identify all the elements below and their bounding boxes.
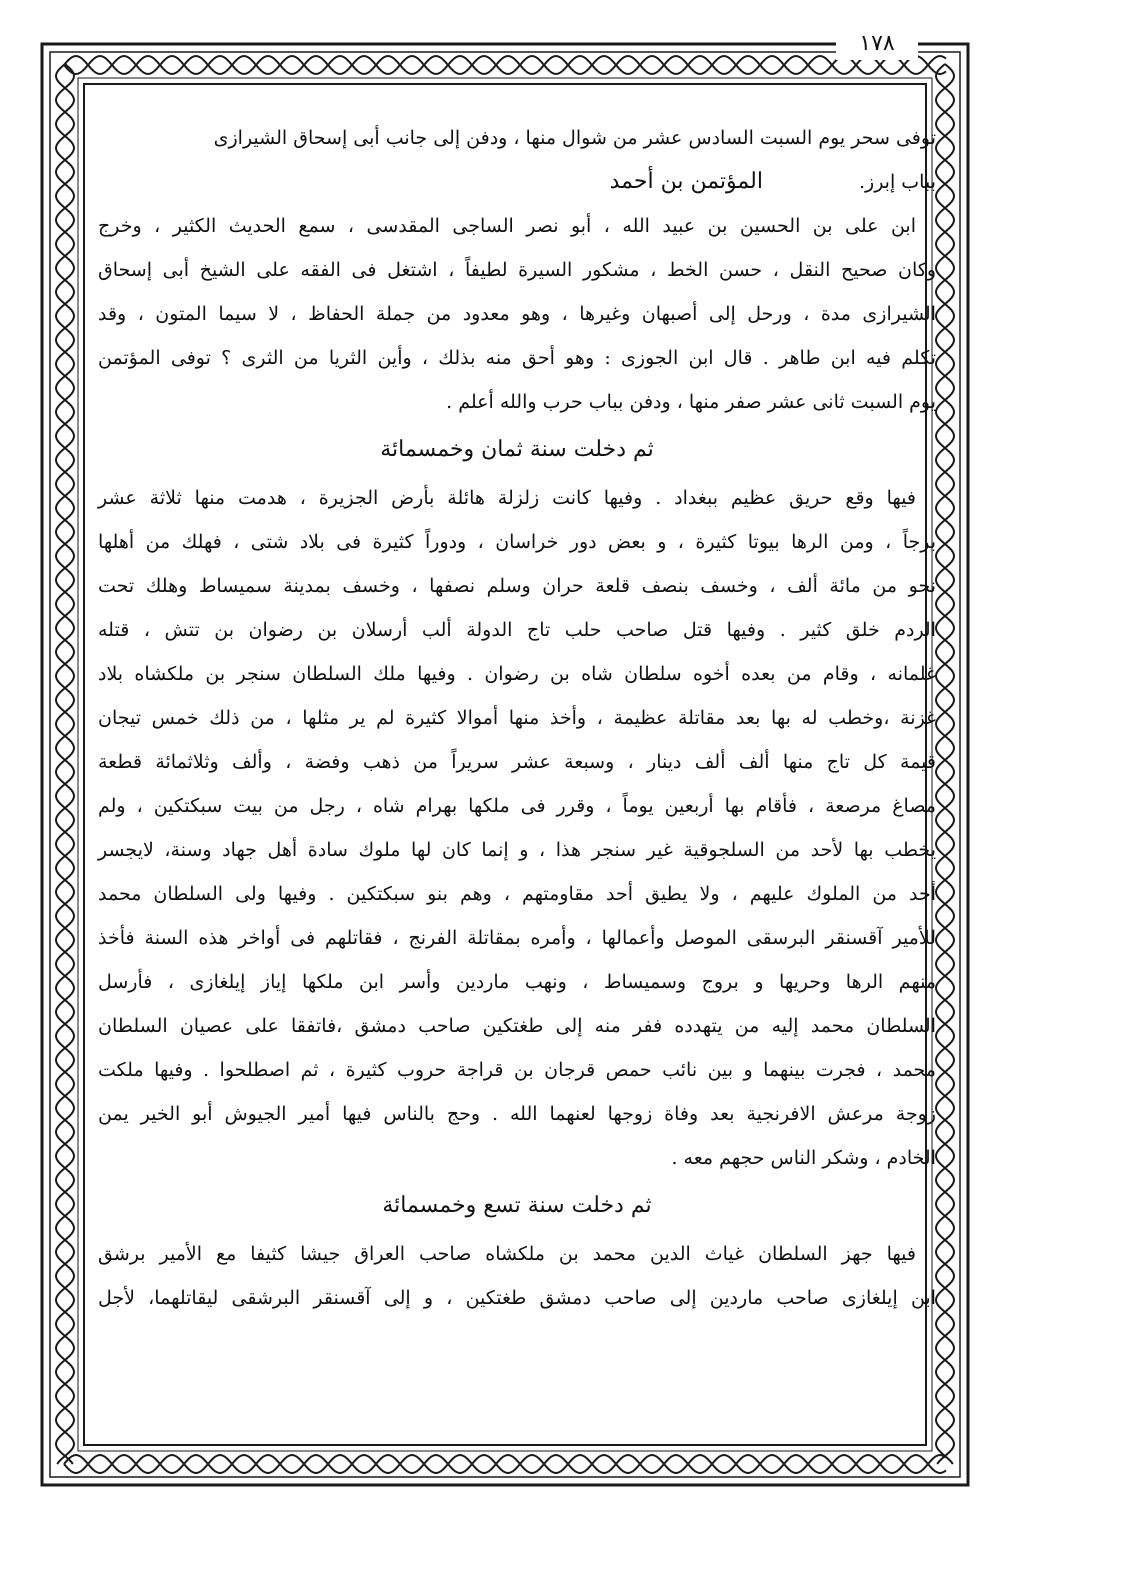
text-line: غزنة ،وخطب له بها بعد مقاتلة عظيمة ، وأخذ منها أموالا كثيرة لم ير مثلها ، من ذلك خمس تيجان [98,707,936,729]
text-line: يخطب بها لأحد من السلجوقية غير سنجر هذا ، و إنما كان لها ملوك سادة أهل جهاد وسنة، لايجسر [98,839,936,861]
text-line: فيها وقع حريق عظيم ببغداد . وفيها كانت زلزلة هائلة بأرض الجزيرة ، هدمت منها ثلاثة عشر [98,487,916,509]
section-heading-year-509: ثم دخلت سنة تسع وخمسمائة [382,1193,652,1218]
text-line: يوم السبت ثانى عشر صفر منها ، ودفن بباب حرب والله أعلم . [446,391,936,413]
text-line: مصاغ مرصعة ، فأقام بها أربعين يوماً ، وقرر فى ملكها بهرام شاه ، رجل من بيت سبكتكين ، ولم [98,795,936,817]
text-line: برجاً ، ومن الرها بيوتا كثيرة ، و بعض دور خراسان ، ودوراً كثيرة فى بلاد شتى ، فهلك من أهلها [98,531,936,553]
biography-heading: المؤتمن بن أحمد [609,169,763,194]
text-line: الردم خلق كثير . وفيها قتل صاحب حلب تاج الدولة ألب أرسلان بن رضوان بن تتش ، قتله [98,619,936,641]
text-line: الخادم ، وشكر الناس حجهم معه . [671,1147,936,1169]
text-line: منهم الرها وحريها و بروج وسميساط ، ونهب ماردين وأسر ابن ملكها إياز إيلغازى ، فأرسل [98,971,936,993]
text-line: نحو من مائة ألف ، وخسف بنصف قلعة حران وسلم نصفها ، وخسف بمدينة سميساط وهلك تحت [98,575,936,597]
text-line: قيمة كل تاج منها ألف ألف دينار ، وسبعة عشر سريراً من ذهب وفضة ، وألف وثلاثمائة قطعة [98,751,936,773]
text-line: للأمير آقسنقر البرسقى الموصل وأعمالها ، وأمره بمقاتلة الفرنج ، فقاتلهم فى أواخر هذه السنة فأخذ [98,927,936,949]
text-line: وكان صحيح النقل ، حسن الخط ، مشكور السيرة لطيفاً ، اشتغل فى الفقه على الشيخ أبى إسحاق [98,259,936,281]
text-line: ابن إيلغازى صاحب ماردين إلى صاحب دمشق طغتكين ، و إلى آقسنقر البرشقى ليقاتلهما، لأجل [98,1287,936,1309]
text-line: توفى سحر يوم السبت السادس عشر من شوال منها ، ودفن إلى جانب أبى إسحاق الشيرازى [213,127,936,149]
page-number: ١٧٨ [836,28,918,60]
text-line: غلمانه ، وقام من بعده أخوه سلطان شاه بن رضوان . وفيها ملك السلطان سنجر بن ملكشاه بلاد [98,663,936,685]
text-line: زوجة مرعش الافرنجية بعد وفاة زوجها لعنهما الله . وحج بالناس فيها أمير الجيوش أبو الخير يمن [98,1103,936,1125]
text-line: تكلم فيه ابن طاهر . قال ابن الجوزى : وهو أحق منه بذلك ، وأين الثريا من الثرى ؟ توفى المؤتمن [98,347,936,369]
text-line: فيها جهز السلطان غياث الدين محمد بن ملكشاه صاحب العراق جيشا كثيفا مع الأمير برشق [98,1243,916,1265]
text-line-fragment: بباب إبرز. [858,171,936,193]
section-heading-year-508: ثم دخلت سنة ثمان وخمسمائة [380,437,654,462]
text-line: السلطان محمد إليه من يتهدده ففر منه إلى طغتكين صاحب دمشق ،فاتفقا على عصيان السلطان [98,1015,936,1037]
text-line: ابن على بن الحسين بن عبيد الله ، أبو نصر الساجى المقدسى ، سمع الحديث الكثير ، وخرج [98,215,916,237]
text-line: الشيرازى مدة ، ورحل إلى أصبهان وغيرها ، وهو معدود من جملة الحفاظ ، لا سيما المتون ، وقد [98,303,936,325]
text-line [98,162,936,202]
page-body [98,118,936,1503]
text-line: أحد من الملوك عليهم ، ولا يطيق أحد مقاومتهم ، وهم بنو سبكتكين . وفيها ولى السلطان محمد [98,883,936,905]
text-line: محمد ، فجرت بينهما و بين نائب حمص قرجان بن قراجة حروب كثيرة ، ثم اصطلحوا . وفيها ملكت [98,1059,936,1081]
